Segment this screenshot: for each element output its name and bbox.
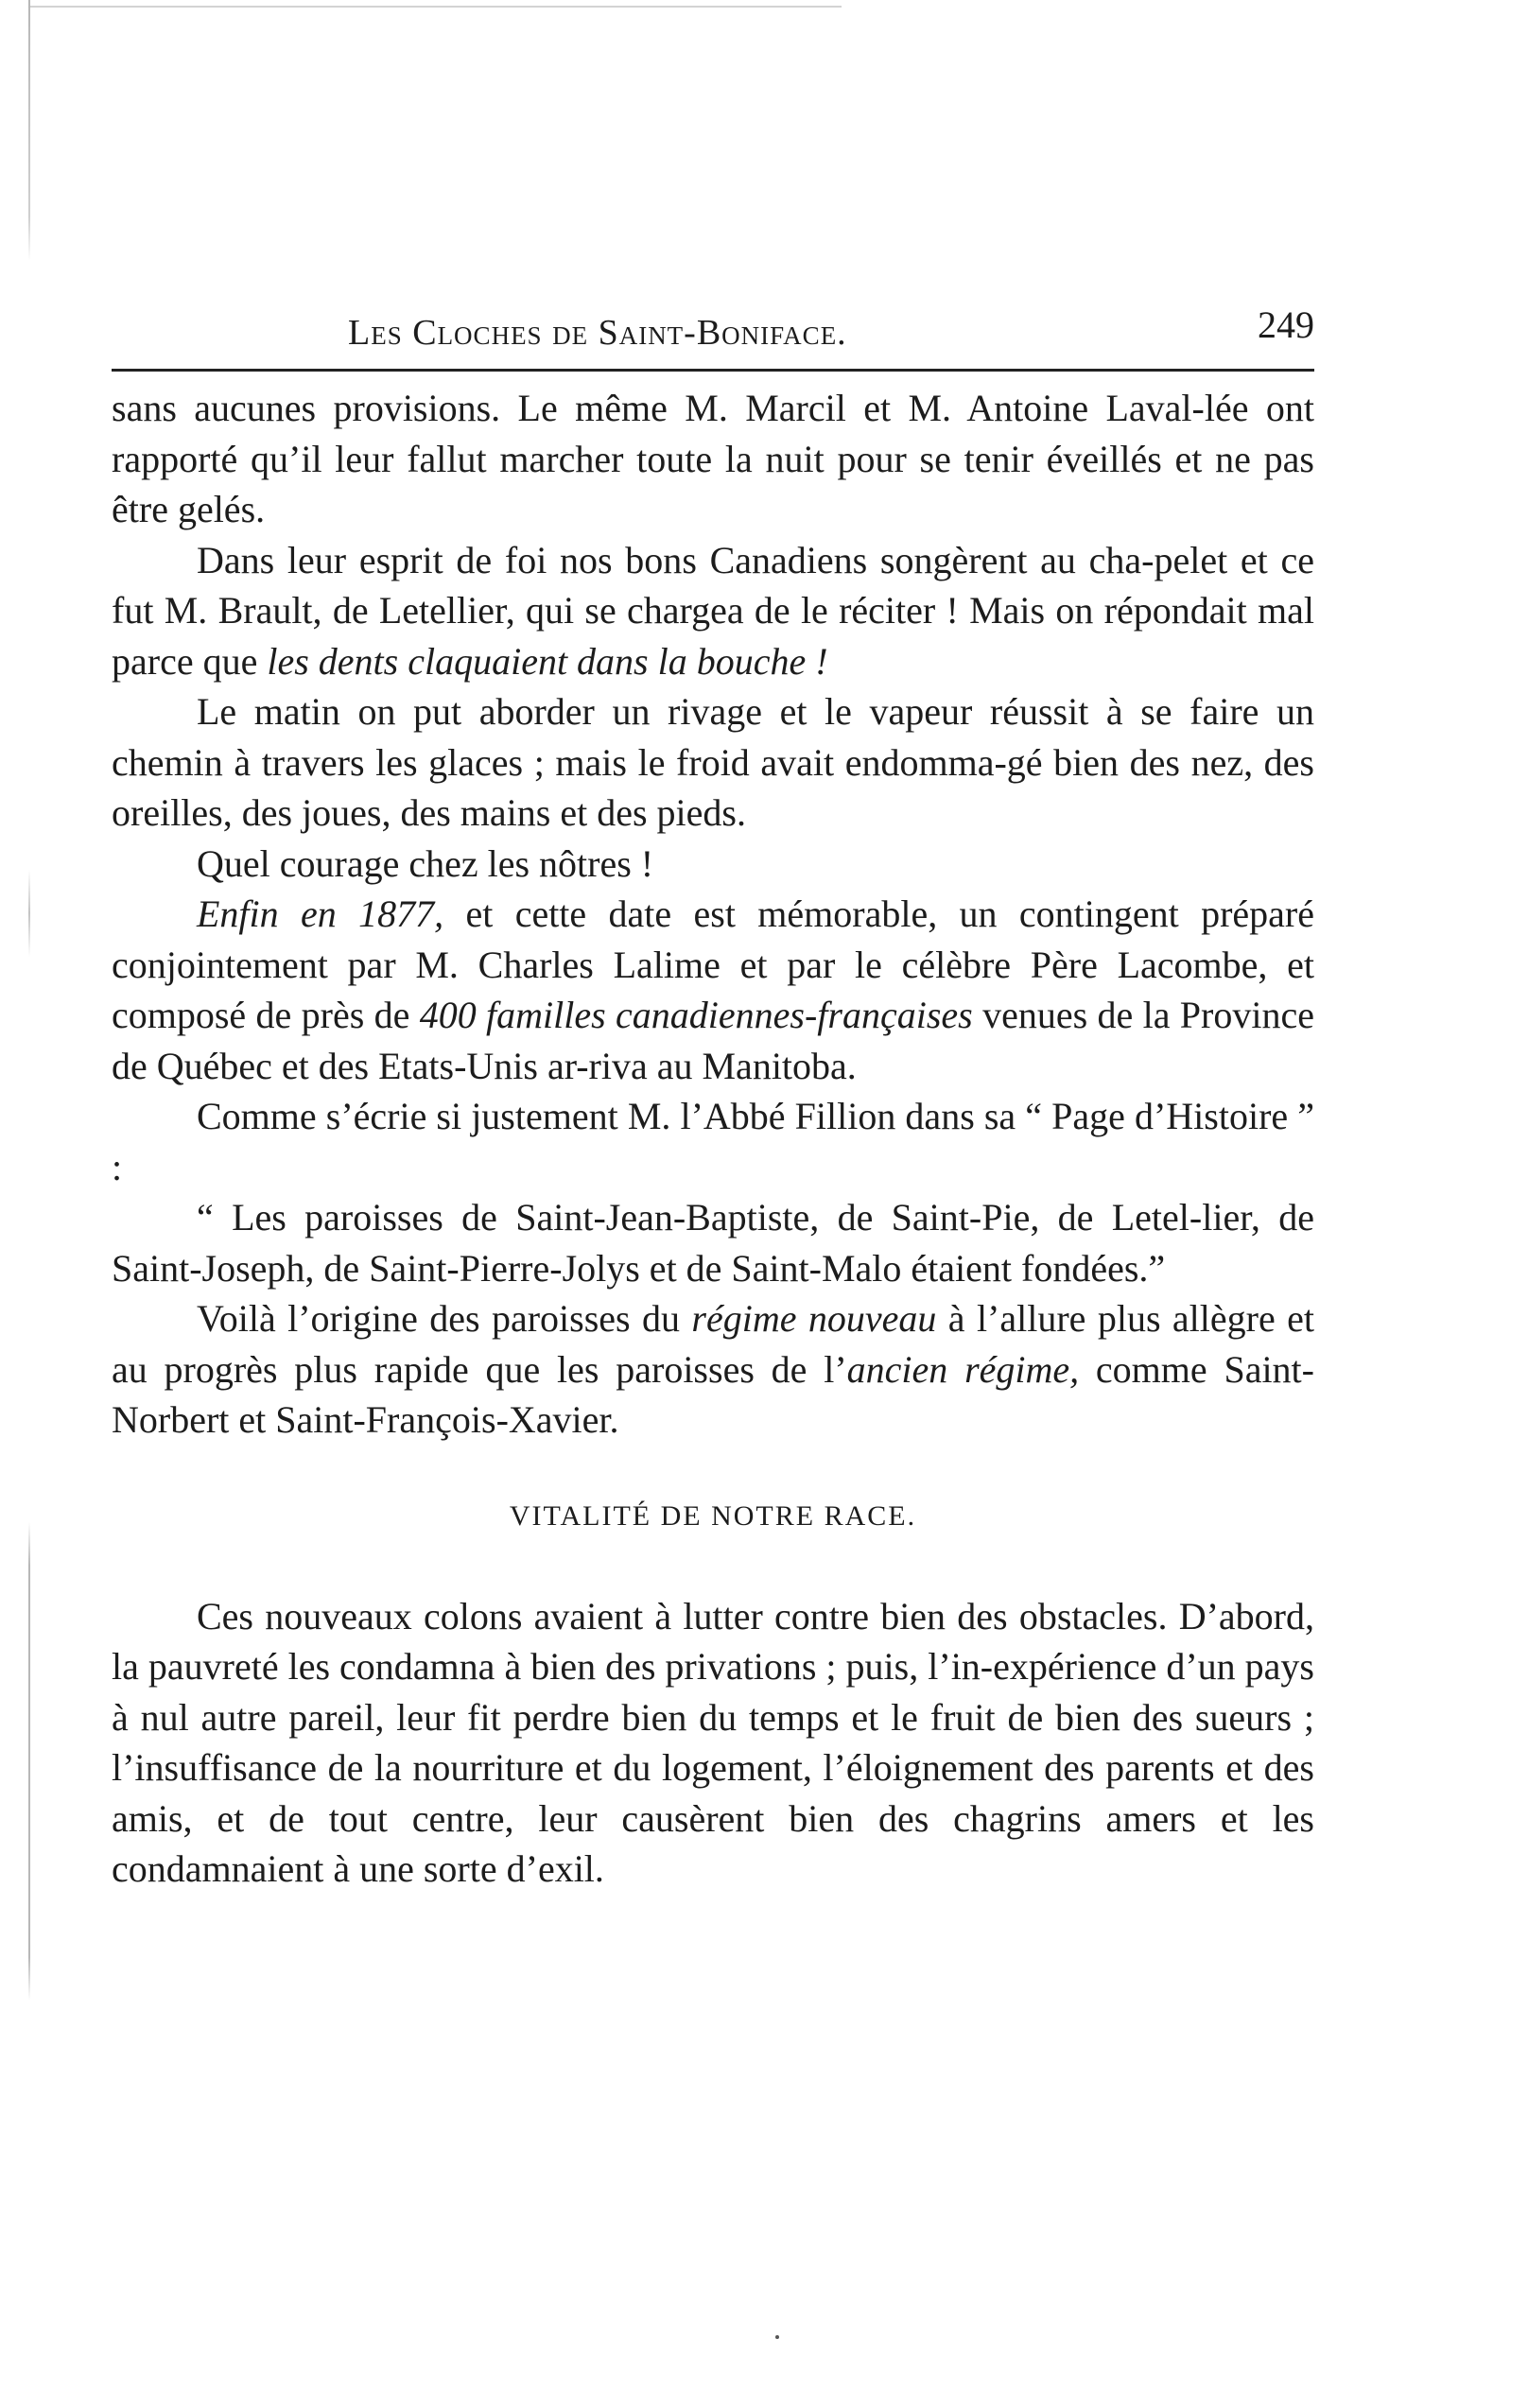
running-head xyxy=(112,301,1314,372)
text-run: Quel courage chez les nôtres ! xyxy=(197,841,654,885)
section-heading: VITALITÉ DE NOTRE RACE. xyxy=(509,1499,917,1532)
scan-edge-left xyxy=(28,0,30,2174)
italic-text: ancien régime, xyxy=(846,1347,1080,1391)
italic-text: 400 familles canadiennes-françaises xyxy=(419,994,973,1036)
running-title: Les Cloches de Saint-Boniface. xyxy=(348,313,847,353)
text-run: Comme s’écrie si justement M. l’Abbé Fillion dans sa “ Page d’Histoire ” : xyxy=(112,1095,1314,1188)
text-run: Le matin on put aborder un rivage et le vapeur réussit à se faire un chemin à travers les glaces ; mais le froid avait endomma-gé bien des nez, des oreilles, des joues, des mains et des pieds. xyxy=(112,690,1314,834)
paragraph xyxy=(112,1293,1314,1446)
section-paragraphs xyxy=(112,1591,1314,1895)
text-run: et cette date est mémorable, un contingent préparé conjointement par M. Charles Lalime et par le célèbre Père Lacombe, et composé de près de xyxy=(112,892,1314,1036)
text-run: Voilà l’origine des paroisses du xyxy=(197,1297,692,1340)
italic-text: Enfin en 1877, xyxy=(197,892,444,935)
paragraph xyxy=(112,686,1314,839)
paragraph xyxy=(112,839,1314,890)
paragraph xyxy=(112,889,1314,1091)
page-number: 249 xyxy=(1258,303,1314,346)
paragraph xyxy=(112,535,1314,687)
text-run: venues de la Province de Québec et des Etats-Unis ar-riva au Manitoba. xyxy=(112,994,1314,1087)
text-run: “ Les paroisses de Saint-Jean-Baptiste, de Saint-Pie, de Letel-lier, de Saint-Joseph, de Saint-Pierre-Jolys et de Saint-Malo étaient fondées.” xyxy=(112,1196,1314,1290)
paragraph xyxy=(112,383,1314,535)
paragraph xyxy=(112,1192,1314,1293)
paragraph xyxy=(112,1091,1314,1192)
paragraph xyxy=(112,1591,1314,1895)
text-run: comme Saint-Norbert et Saint-François-Xavier. xyxy=(112,1347,1314,1441)
book-page xyxy=(112,301,1314,1895)
text-run: Ces nouveaux colons avaient à lutter contre bien des obstacles. D’abord, la pauvreté les condamna à bien des privations ; puis, l’in-expérience d’un pays à nul autre pareil, leur fit perdre bien du temps et le fruit de bien des sueurs ; l’insuffisance de la nourriture et du logement, l’éloignement des parents et des amis, et de tout centre, leur causèrent bien des chagrins amers et les condamnaient à une sorte d’exil. xyxy=(112,1594,1314,1890)
text-run: sans aucunes provisions. Le même M. Marcil et M. Antoine Laval-lée ont rapporté qu’il leur fallut marcher toute la nuit pour se tenir éveillés et ne pas être gelés. xyxy=(112,387,1314,530)
italic-text: régime nouveau xyxy=(691,1297,937,1340)
text-run: Dans leur esprit de foi nos bons Canadiens songèrent au cha-pelet et ce fut M. Brault, de Letellier, qui se chargea de le réciter ! Mais on répondait mal parce que xyxy=(112,538,1314,683)
scan-speck xyxy=(775,2335,779,2339)
text-run: à l’allure plus allègre et au progrès plus rapide que les paroisses de l’ xyxy=(112,1297,1314,1391)
body-text xyxy=(112,383,1314,1895)
italic-text: les dents claquaient dans la bouche ! xyxy=(267,639,828,683)
main-paragraphs xyxy=(112,383,1314,1446)
scan-edge-top xyxy=(28,6,842,8)
